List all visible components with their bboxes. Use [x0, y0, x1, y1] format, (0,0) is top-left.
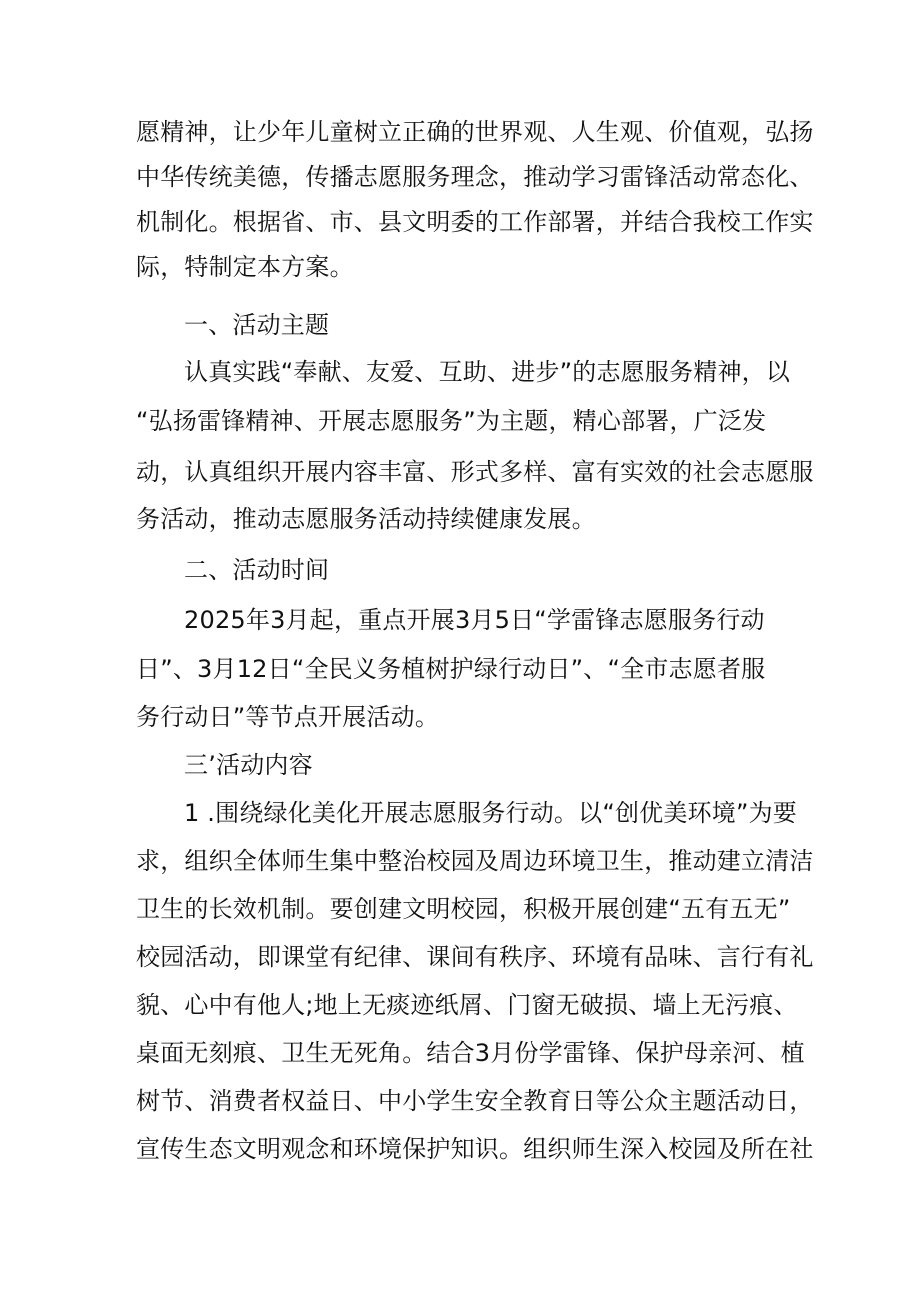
- paragraph-line: 愿精神，让少年儿童树立正确的世界观、人生观、价值观，弘扬: [136, 118, 814, 146]
- paragraph-line: 中华传统美德，传播志愿服务理念，推动学习雷锋活动常态化、: [136, 163, 814, 191]
- paragraph-line: 日”、3月12日“全民义务植树护绿行动日”、“全市志愿者服: [136, 655, 766, 683]
- paragraph-line: 宣传生态文明观念和环境保护知识。组织师生深入校园及所在社: [136, 1135, 814, 1163]
- paragraph-line: 求，组织全体师生集中整治校园及周边环境卫生，推动建立清洁: [136, 847, 814, 875]
- paragraph-line: 卫生的长效机制。要创建文明校园，积极开展创建“五有五无”: [136, 895, 791, 923]
- paragraph-line: 貌、心中有他人;地上无痰迹纸屑、门窗无破损、墙上无污痕、: [136, 991, 798, 1019]
- paragraph-line: 校园活动，即课堂有纪律、课间有秩序、环境有品味、言行有礼: [136, 943, 814, 971]
- paragraph-line: 务行动日”等节点开展活动。: [136, 703, 440, 731]
- paragraph-line: 桌面无刻痕、卫生无死角。结合3月份学雷锋、保护母亲河、植: [136, 1039, 805, 1067]
- section-heading-content: 三’活动内容: [184, 751, 313, 779]
- paragraph-line: 认真实践“奉献、友爱、互助、进步”的志愿服务精神，以: [184, 358, 791, 386]
- section-heading-theme: 一、活动主题: [184, 311, 330, 339]
- section-heading-time: 二、活动时间: [184, 556, 330, 584]
- paragraph-line: 树节、消费者权益日、中小学生安全教育日等公众主题活动日，: [136, 1087, 814, 1115]
- paragraph-line: 机制化。根据省、市、县文明委的工作部署，并结合我校工作实: [136, 208, 814, 236]
- paragraph-line: 1 .围绕绿化美化开展志愿服务行动。以“创优美环境”为要: [184, 799, 797, 827]
- paragraph-line: “弘扬雷锋精神、开展志愿服务”为主题，精心部署，广泛发: [136, 407, 767, 435]
- paragraph-line: 务活动，推动志愿服务活动持续健康发展。: [136, 505, 596, 533]
- paragraph-line: 动，认真组织开展内容丰富、形式多样、富有实效的社会志愿服: [136, 458, 814, 486]
- paragraph-line: 2025年3月起，重点开展3月5日“学雷锋志愿服务行动: [184, 606, 765, 634]
- paragraph-line: 际，特制定本方案。: [136, 253, 354, 281]
